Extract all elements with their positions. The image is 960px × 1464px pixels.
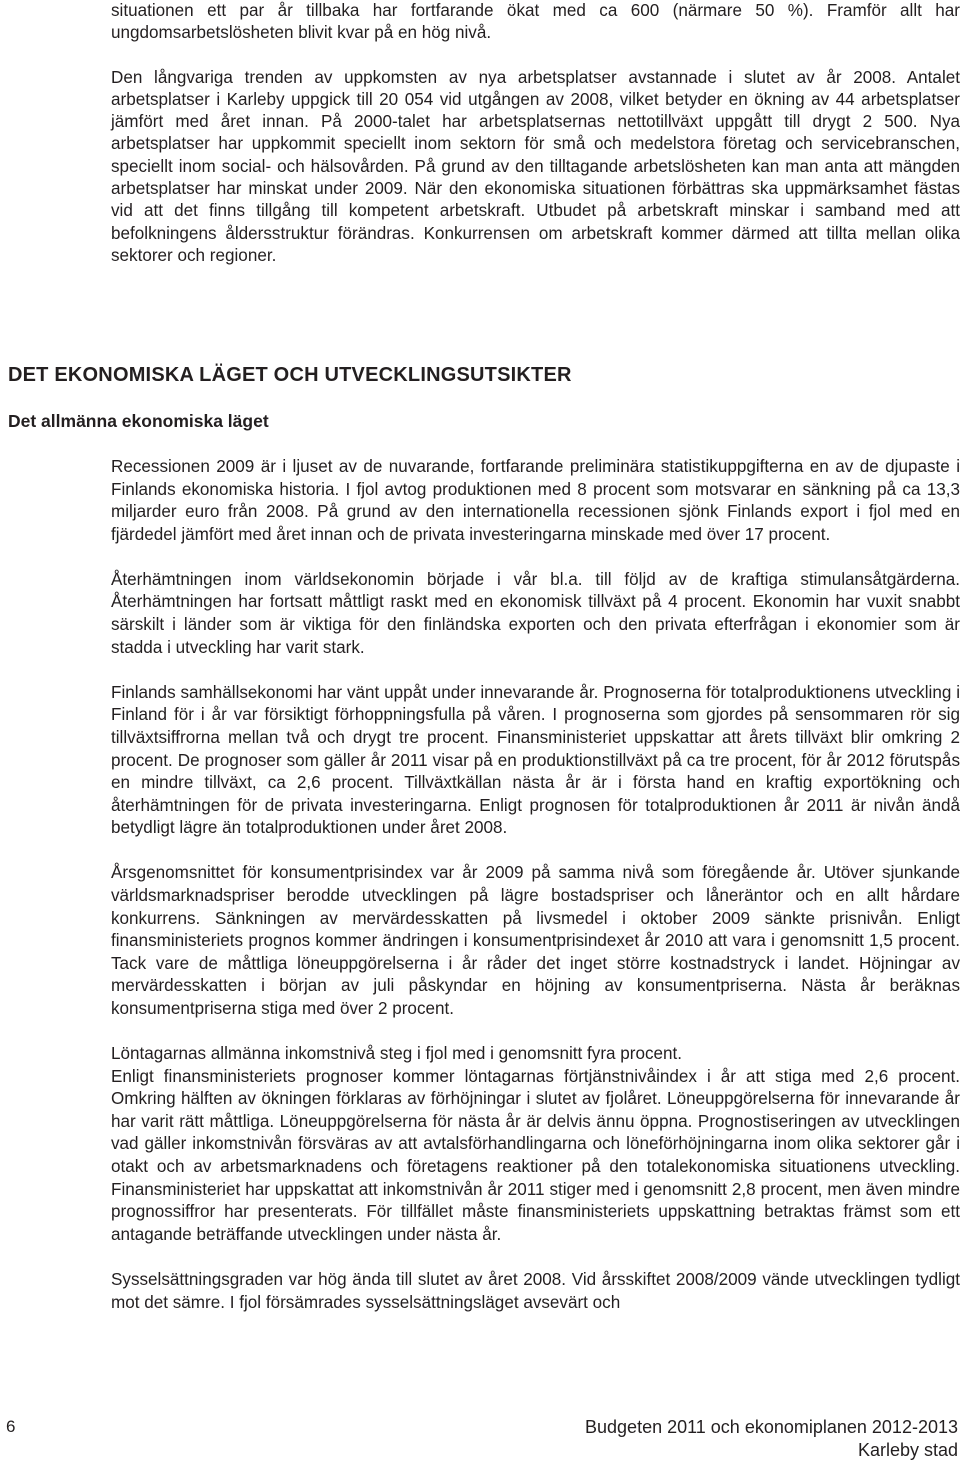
body-paragraph-recession: Recessionen 2009 är i ljuset av de nuvarande, fortfarande preliminära statistikuppgifterna en av de djupaste i Finlands ekonomiska historia. I fjol avtog produktionen med 8 procent som motsvarar en sänkning på ca 13,3 miljarder euro från 2008. På grund av den internationella recessionen sjönk Finlands export i fjol med en fjärdedel jämfört med året innan och de privata investeringarna minskade med över 17 procent. — [111, 457, 960, 544]
body-paragraph-income-level: Löntagarnas allmänna inkomstnivå steg i fjol med i genomsnitt fyra procent. — [111, 1044, 683, 1064]
intro-text — [111, 0, 960, 267]
body-paragraph-wage-forecast: Enligt finansministeriets prognoser kommer löntagarnas förtjänstnivåindex i år att stiga med 2,6 procent. Omkring hälften av ökningen förklaras av förhöjningar i slutet av fjolåret. Löneuppgörelserna för innevarande år har varit rätt måttliga. Löneuppgörelserna för nästa år är delvis ännu öppna. Prognostiseringen av utvecklingen vad gäller inkomstnivån försväras av att avtalsförhandlingarna och löneförhöjningarna inom olika sektorer går i otakt och av arbetsmarknadens och företagens reaktioner på den totalekonomiska situationens utveckling. Finansministeriet har uppskattat att inkomstnivån år 2011 stiger med i genomsnitt 2,8 procent, men även mindre prognossiffror har presenterats. För tillfället måste finansministeriets uppskattning betraktas främst som ett antagande beträffande utvecklingen under nästa år. — [111, 1066, 960, 1244]
main-text — [111, 456, 960, 1314]
body-paragraph-economy-forecast: Finlands samhällsekonomi har vänt uppåt under innevarande år. Prognoserna för totalproduktionens utveckling i Finland för i år var försiktigt förhoppningsfulla på våren. I prognoserna som gjordes på sensommaren rör sig tillväxtsiffrorna mellan två och drygt tre procent. Finansministeriet uppskattar att årets tillväxt blir omkring 2 procent. De prognoser som gäller år 2011 visar på en produktionstillväxt på ca tre procent, för år 2012 förutspås en mindre tillväxt, ca 2,6 procent. Tillväxtkällan nästa år är i första hand en kraftig exportökning och återhämtningen för de privata investeringarna. Enligt prognosen för totalproduktionen år 2011 är nivån ändå betydligt lägre än totalproduktionen under året 2008. — [111, 682, 960, 838]
footer-document-title: Budgeten 2011 och ekonomiplanen 2012-2013 — [585, 1417, 958, 1437]
body-paragraph-employment: Sysselsättningsgraden var hög ända till slutet av året 2008. Vid årsskiftet 2008/2009 vände utvecklingen tydligt mot det sämre. I fjol försämrades sysselsättningsläget avsevärt och — [111, 1269, 960, 1312]
page-number: 6 — [6, 1417, 16, 1436]
footer-municipality: Karleby stad — [857, 1440, 958, 1460]
footer — [585, 1416, 958, 1462]
body-paragraph-recovery: Återhämtningen inom världsekonomin började i vår bl.a. till följd av de kraftiga stimulansåtgärderna. Återhämtningen har fortsatt måttligt raskt med en ekonomisk tillväxt på 4 procent. Ekonomin har vuxit snabbt särskilt i länder som är viktiga för den finländska exporten och den privata efterfrågan i ekonomier som är stadda i utveckling har varit stark. — [111, 569, 960, 657]
sub-heading: Det allmänna ekonomiska läget — [8, 411, 269, 431]
body-paragraph-consumer-prices: Årsgenomsnittet för konsumentprisindex var år 2009 på samma nivå som föregående år. Utöver sjunkande världsmarknadspriser berodde utvecklingen på lägre bostadspriser och låneräntor och en allt hårdare konkurrens. Sänkningen av mervärdesskatten på livsmedel i oktober 2009 sänkte prisnivån. Enligt finansministeriets prognos kommer ändringen i konsumentprisindexet år 2010 att vara i genomsnitt 1,5 procent. Tack vare de måttliga löneuppgörelserna i år råder det inget större kostnadstryck i landet. Höjningar av mervärdesskatten i början av juli påskyndar en höjning av konsumentpriserna. Nästa år beräknas konsumentpriserna stiga med över 2 procent. — [111, 863, 960, 1018]
intro-paragraph-2: Den långvariga trenden av uppkomsten av nya arbetsplatser avstannade i slutet av år 2008. Antalet arbetsplatser i Karleby uppgick till 20 054 vid utgången av 2008, vilket betyder en ökning av 44 arbetsplatser jämfört med året innan. På 2000-talet har arbetsplatsernas nettotillväxt uppgått till drygt 2 500. Nya arbetsplatser har uppkommit speciellt inom sektorn för små och medelstora företag och servicebranschen, speciellt inom social- och hälsovården. På grund av den tilltagande arbetslösheten kan man anta att mängden arbetsplatser har minskat under 2009. När den ekonomiska situationen förbättras ska uppmärksamhet fästas vid att det finns tillgång till kompetent arbetskraft. Utbudet på arbetskraft minskar i samband med att befolkningens åldersstruktur förändras. Konkurrensen om arbetskraft kommer därmed att tillta mellan olika sektorer och regioner. — [111, 67, 960, 265]
section-heading: DET EKONOMISKA LÄGET OCH UTVECKLINGSUTSIKTER — [8, 364, 572, 386]
intro-paragraph-1: situationen ett par år tillbaka har fortfarande ökat med ca 600 (närmare 50 %). Framför allt har ungdomsarbetslösheten blivit kvar på en hög nivå. — [111, 1, 960, 43]
